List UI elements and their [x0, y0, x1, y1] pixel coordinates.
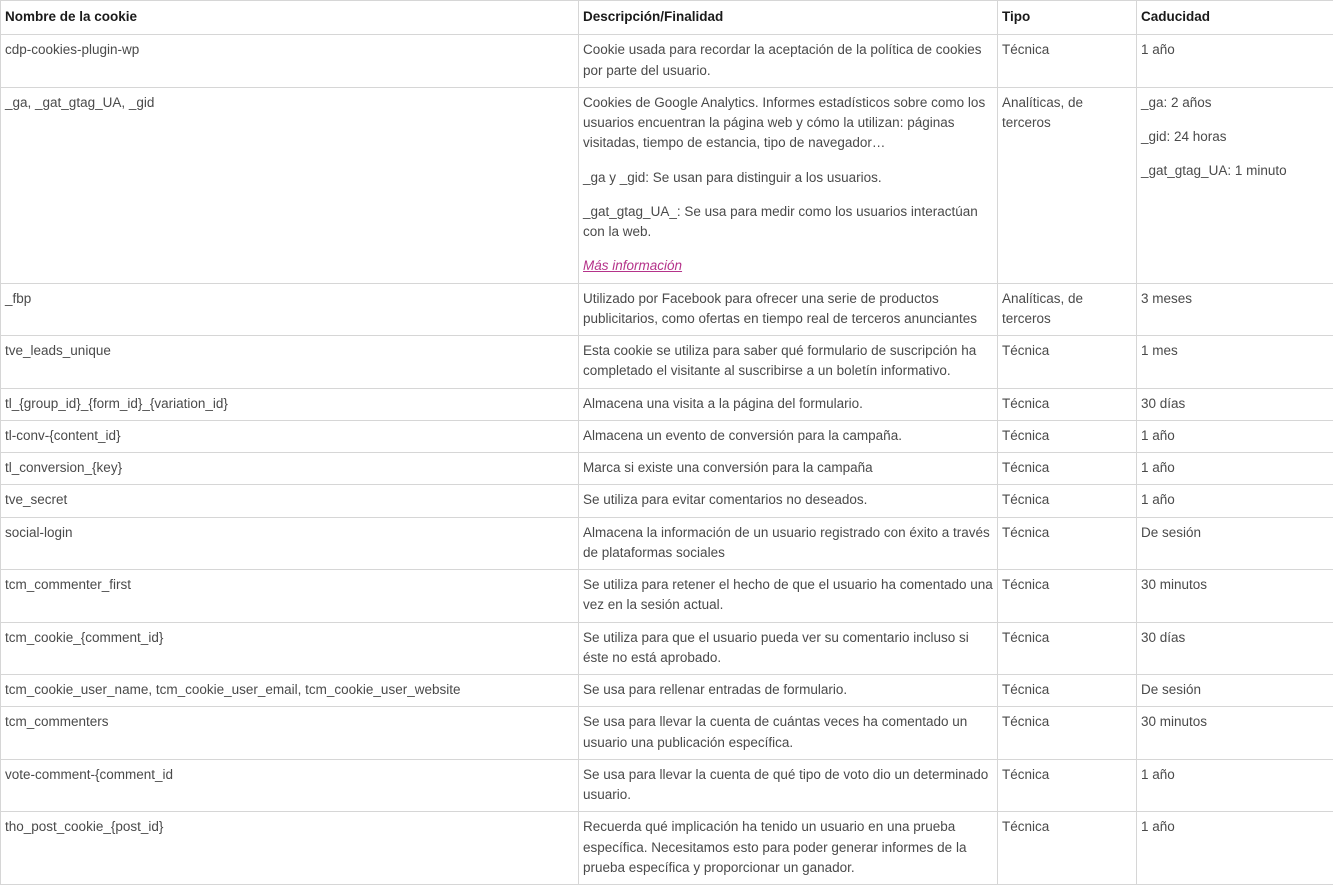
cookie-description-cell	[579, 87, 998, 283]
description-paragraph: Marca si existe una conversión para la campaña	[583, 458, 993, 478]
table-header-row	[1, 1, 1333, 35]
description-paragraph: _ga y _gid: Se usan para distinguir a los usuarios.	[583, 168, 993, 188]
table-row	[1, 283, 1333, 336]
table-row	[1, 759, 1333, 812]
cookie-name-cell: tl-conv-{content_id}	[1, 420, 579, 452]
description-paragraph: Almacena un evento de conversión para la campaña.	[583, 426, 993, 446]
description-paragraph: Recuerda qué implicación ha tenido un usuario en una prueba específica. Necesitamos esto para poder generar informes de la prueba específica y proporcionar un ganador.	[583, 817, 993, 878]
expiry-paragraph: De sesión	[1141, 523, 1329, 543]
cookie-expiry-cell	[1137, 420, 1333, 452]
expiry-paragraph: 30 minutos	[1141, 712, 1329, 732]
table-row	[1, 485, 1333, 517]
cookie-description-cell	[579, 485, 998, 517]
expiry-paragraph: 1 mes	[1141, 341, 1329, 361]
cookie-name-cell: tcm_commenters	[1, 707, 579, 760]
expiry-paragraph: _gat_gtag_UA: 1 minuto	[1141, 161, 1329, 181]
table-row	[1, 87, 1333, 283]
expiry-paragraph: _ga: 2 años	[1141, 93, 1329, 113]
more-info-link[interactable]: Más información	[583, 258, 682, 273]
cookie-expiry-cell	[1137, 517, 1333, 570]
description-paragraph: Se utiliza para retener el hecho de que el usuario ha comentado una vez en la sesión actual.	[583, 575, 993, 616]
expiry-paragraph: 1 año	[1141, 765, 1329, 785]
description-link-paragraph	[583, 256, 993, 276]
table-header	[1, 1, 1333, 35]
table-row	[1, 707, 1333, 760]
cookie-type-cell: Técnica	[998, 35, 1137, 88]
expiry-paragraph: 1 año	[1141, 817, 1329, 837]
cookie-name-cell: tcm_commenter_first	[1, 570, 579, 623]
table-row	[1, 35, 1333, 88]
cookie-type-cell: Técnica	[998, 812, 1137, 885]
cookie-expiry-cell	[1137, 453, 1333, 485]
cookie-expiry-cell	[1137, 336, 1333, 389]
table-row	[1, 570, 1333, 623]
description-paragraph: Almacena una visita a la página del formulario.	[583, 394, 993, 414]
expiry-paragraph: De sesión	[1141, 680, 1329, 700]
cookie-type-cell: Técnica	[998, 388, 1137, 420]
cookie-name-cell: tcm_cookie_user_name, tcm_cookie_user_email, tcm_cookie_user_website	[1, 675, 579, 707]
cookie-description-cell	[579, 707, 998, 760]
expiry-paragraph: 1 año	[1141, 490, 1329, 510]
cookie-description-cell	[579, 283, 998, 336]
description-paragraph: _gat_gtag_UA_: Se usa para medir como los usuarios interactúan con la web.	[583, 202, 993, 243]
description-paragraph: Se utiliza para que el usuario pueda ver su comentario incluso si éste no está aprobado.	[583, 628, 993, 669]
expiry-paragraph: 1 año	[1141, 426, 1329, 446]
cookie-type-cell: Técnica	[998, 453, 1137, 485]
cookie-description-cell	[579, 453, 998, 485]
description-paragraph: Esta cookie se utiliza para saber qué formulario de suscripción ha completado el visitante al suscribirse a un boletín informativo.	[583, 341, 993, 382]
cookie-type-cell: Técnica	[998, 707, 1137, 760]
cookie-type-cell: Técnica	[998, 759, 1137, 812]
cookie-type-cell: Técnica	[998, 420, 1137, 452]
cookie-expiry-cell	[1137, 707, 1333, 760]
cookie-description-cell	[579, 759, 998, 812]
column-header-description: Descripción/Finalidad	[579, 1, 998, 35]
expiry-paragraph: 30 minutos	[1141, 575, 1329, 595]
cookie-description-cell	[579, 336, 998, 389]
cookie-description-cell	[579, 420, 998, 452]
cookie-name-cell: tve_leads_unique	[1, 336, 579, 389]
cookie-type-cell: Analíticas, de terceros	[998, 87, 1137, 283]
table-body	[1, 35, 1333, 885]
cookie-type-cell: Técnica	[998, 336, 1137, 389]
cookie-description-cell	[579, 622, 998, 675]
expiry-paragraph: _gid: 24 horas	[1141, 127, 1329, 147]
description-paragraph: Cookies de Google Analytics. Informes estadísticos sobre como los usuarios encuentran la página web y cómo la utilizan: páginas visitadas, tiempo de estancia, tipo de navegador…	[583, 93, 993, 154]
table-row	[1, 622, 1333, 675]
expiry-paragraph: 30 días	[1141, 628, 1329, 648]
cookie-description-cell	[579, 35, 998, 88]
table-row	[1, 453, 1333, 485]
table-row	[1, 420, 1333, 452]
cookie-name-cell: _fbp	[1, 283, 579, 336]
cookie-expiry-cell	[1137, 622, 1333, 675]
cookie-expiry-cell	[1137, 35, 1333, 88]
cookie-name-cell: _ga, _gat_gtag_UA, _gid	[1, 87, 579, 283]
cookie-description-cell	[579, 388, 998, 420]
cookie-description-cell	[579, 570, 998, 623]
description-paragraph: Almacena la información de un usuario registrado con éxito a través de plataformas sociales	[583, 523, 993, 564]
cookie-type-cell: Técnica	[998, 485, 1137, 517]
description-paragraph: Se usa para llevar la cuenta de cuántas veces ha comentado un usuario una publicación específica.	[583, 712, 993, 753]
cookie-type-cell: Analíticas, de terceros	[998, 283, 1137, 336]
description-paragraph: Cookie usada para recordar la aceptación de la política de cookies por parte del usuario.	[583, 40, 993, 81]
cookie-name-cell: vote-comment-{comment_id	[1, 759, 579, 812]
column-header-type: Tipo	[998, 1, 1137, 35]
cookie-expiry-cell	[1137, 570, 1333, 623]
expiry-paragraph: 1 año	[1141, 458, 1329, 478]
cookie-expiry-cell	[1137, 283, 1333, 336]
cookie-expiry-cell	[1137, 812, 1333, 885]
table-row	[1, 675, 1333, 707]
expiry-paragraph: 30 días	[1141, 394, 1329, 414]
cookie-expiry-cell	[1137, 675, 1333, 707]
cookie-description-cell	[579, 812, 998, 885]
cookie-type-cell: Técnica	[998, 675, 1137, 707]
table-row	[1, 336, 1333, 389]
cookie-name-cell: cdp-cookies-plugin-wp	[1, 35, 579, 88]
cookie-expiry-cell	[1137, 485, 1333, 517]
expiry-paragraph: 3 meses	[1141, 289, 1329, 309]
cookie-name-cell: tl_{group_id}_{form_id}_{variation_id}	[1, 388, 579, 420]
cookie-expiry-cell	[1137, 388, 1333, 420]
description-paragraph: Utilizado por Facebook para ofrecer una serie de productos publicitarios, como ofertas en tiempo real de terceros anunciantes	[583, 289, 993, 330]
cookie-name-cell: social-login	[1, 517, 579, 570]
column-header-name: Nombre de la cookie	[1, 1, 579, 35]
cookie-type-cell: Técnica	[998, 517, 1137, 570]
cookie-description-cell	[579, 517, 998, 570]
cookie-expiry-cell	[1137, 759, 1333, 812]
cookie-type-cell: Técnica	[998, 622, 1137, 675]
description-paragraph: Se usa para llevar la cuenta de qué tipo de voto dio un determinado usuario.	[583, 765, 993, 806]
cookie-name-cell: tve_secret	[1, 485, 579, 517]
column-header-expiry: Caducidad	[1137, 1, 1333, 35]
description-paragraph: Se usa para rellenar entradas de formulario.	[583, 680, 993, 700]
table-row	[1, 388, 1333, 420]
table-row	[1, 812, 1333, 885]
table-row	[1, 517, 1333, 570]
cookie-expiry-cell	[1137, 87, 1333, 283]
cookie-name-cell: tho_post_cookie_{post_id}	[1, 812, 579, 885]
cookie-name-cell: tcm_cookie_{comment_id}	[1, 622, 579, 675]
cookie-type-cell: Técnica	[998, 570, 1137, 623]
expiry-paragraph: 1 año	[1141, 40, 1329, 60]
cookie-description-cell	[579, 675, 998, 707]
description-paragraph: Se utiliza para evitar comentarios no deseados.	[583, 490, 993, 510]
cookie-name-cell: tl_conversion_{key}	[1, 453, 579, 485]
